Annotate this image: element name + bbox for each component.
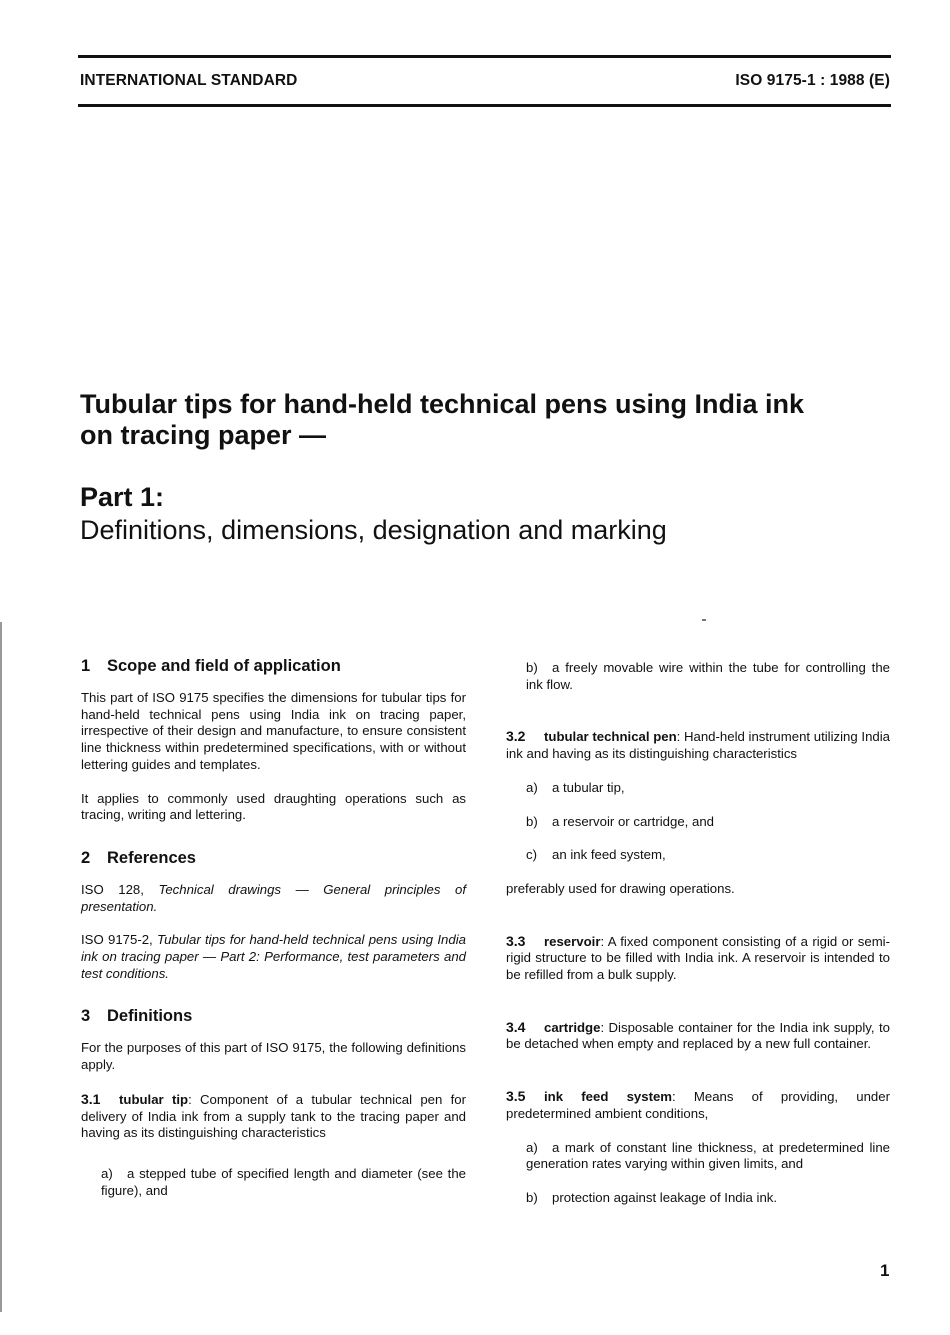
definition-text: : Means of providing, under predetermined ambient conditions, xyxy=(506,1089,890,1121)
list-item xyxy=(81,1166,466,1199)
left-column xyxy=(81,656,466,1199)
definition-text: : A fixed component consisting of a rigid or semi-rigid structure to be filled with India ink. A reservoir is intended to be refilled from a bulk supply. xyxy=(506,933,890,983)
list-item xyxy=(506,1190,890,1207)
page-number: 1 xyxy=(880,1261,890,1280)
list-item xyxy=(506,780,890,797)
definition-3-5 xyxy=(506,1088,890,1122)
definition-term: tubular tip xyxy=(119,1091,189,1107)
definition-number: 3.2 xyxy=(506,728,526,745)
list-item xyxy=(506,847,890,864)
part-label: Part 1: xyxy=(80,482,165,512)
header-doc-type: INTERNATIONAL STANDARD xyxy=(80,72,298,89)
list-text: a tubular tip, xyxy=(552,779,625,795)
list-item xyxy=(506,814,890,831)
section-number: 1 xyxy=(81,657,91,675)
section-1-heading xyxy=(81,656,466,676)
section-title: References xyxy=(107,848,196,867)
scope-paragraph: This part of ISO 9175 specifies the dimensions for tubular tips for hand-held technical pens using India ink on tracing paper, irrespective of their design and manufacture, to ensure consistent line thickness within predetermined specifications, with or without lettering guides and templates. xyxy=(81,690,466,772)
definitions-intro: For the purposes of this part of ISO 9175, the following definitions apply. xyxy=(81,1040,466,1073)
list-label: c) xyxy=(526,847,537,863)
list-text: protection against leakage of India ink. xyxy=(552,1189,778,1205)
section-number: 3 xyxy=(81,1007,91,1026)
list-label: a) xyxy=(101,1165,113,1181)
document-title: Tubular tips for hand-held technical pens using India ink on tracing paper — xyxy=(80,389,805,450)
definition-term: tubular technical pen xyxy=(544,729,677,745)
definition-3-3 xyxy=(506,933,890,984)
list-text: a freely movable wire within the tube for controlling the ink flow. xyxy=(526,660,890,692)
list-item xyxy=(506,660,890,693)
definition-text: : Component of a tubular technical pen for delivery of India ink from a supply tank to the tracing paper and having as its distinguishing characteristics xyxy=(81,1091,466,1141)
list-text: a stepped tube of specified length and diameter (see the figure), and xyxy=(101,1165,466,1198)
section-title: Scope and field of application xyxy=(107,657,341,675)
reference-iso-128 xyxy=(81,882,466,915)
definition-3-2-closing: preferably used for drawing operations. xyxy=(506,880,735,896)
reference-code: ISO 9175-2, xyxy=(81,932,153,948)
definition-term: cartridge xyxy=(544,1019,601,1035)
scan-edge xyxy=(0,622,2,1312)
definition-3-2 xyxy=(506,728,890,762)
section-2-heading xyxy=(81,848,466,868)
right-column xyxy=(506,660,890,1207)
definition-number: 3.4 xyxy=(506,1018,526,1035)
scan-speck xyxy=(702,619,706,621)
definition-number: 3.1 xyxy=(81,1090,101,1107)
definition-number: 3.3 xyxy=(506,932,526,949)
header-rule-bottom xyxy=(78,104,891,107)
definition-text: : Hand-held instrument utilizing India ink and having as its distinguishing characteristics xyxy=(506,729,890,762)
reference-title: Tubular tips for hand-held technical pens using India ink on tracing paper — Part 2: Performance, test parameters and test conditions. xyxy=(81,932,466,981)
list-text: a mark of constant line thickness, at predetermined line generation rates varying within given limits, and xyxy=(526,1139,890,1172)
list-item xyxy=(506,1140,890,1173)
list-label: b) xyxy=(526,1189,538,1205)
definition-term: reservoir xyxy=(544,933,601,949)
application-paragraph: It applies to commonly used draughting operations such as tracing, writing and lettering. xyxy=(81,790,466,823)
list-label: b) xyxy=(526,660,538,675)
definition-number: 3.5 xyxy=(506,1088,526,1105)
reference-title: Technical drawings — General principles of presentation. xyxy=(81,881,466,914)
section-3-heading xyxy=(81,1006,466,1026)
definition-term: ink feed system xyxy=(544,1089,673,1105)
definition-text: : Disposable container for the India ink supply, to be detached when empty and replaced by a new full container. xyxy=(506,1019,890,1052)
header-doc-number: ISO 9175-1 : 1988 (E) xyxy=(735,72,890,89)
list-label: a) xyxy=(526,1139,538,1155)
section-title: Definitions xyxy=(107,1007,193,1026)
list-text: a reservoir or cartridge, and xyxy=(552,813,714,829)
reference-code: ISO 128, xyxy=(81,881,144,897)
section-number: 2 xyxy=(81,848,91,867)
list-label: a) xyxy=(526,779,538,795)
definition-3-1 xyxy=(81,1091,466,1142)
list-label: b) xyxy=(526,813,538,829)
header-rule-top xyxy=(78,55,891,58)
part-subtitle: Definitions, dimensions, designation and marking xyxy=(80,515,667,545)
list-text: an ink feed system, xyxy=(552,847,666,863)
definition-3-4 xyxy=(506,1019,890,1053)
reference-iso-9175-2 xyxy=(81,932,466,982)
